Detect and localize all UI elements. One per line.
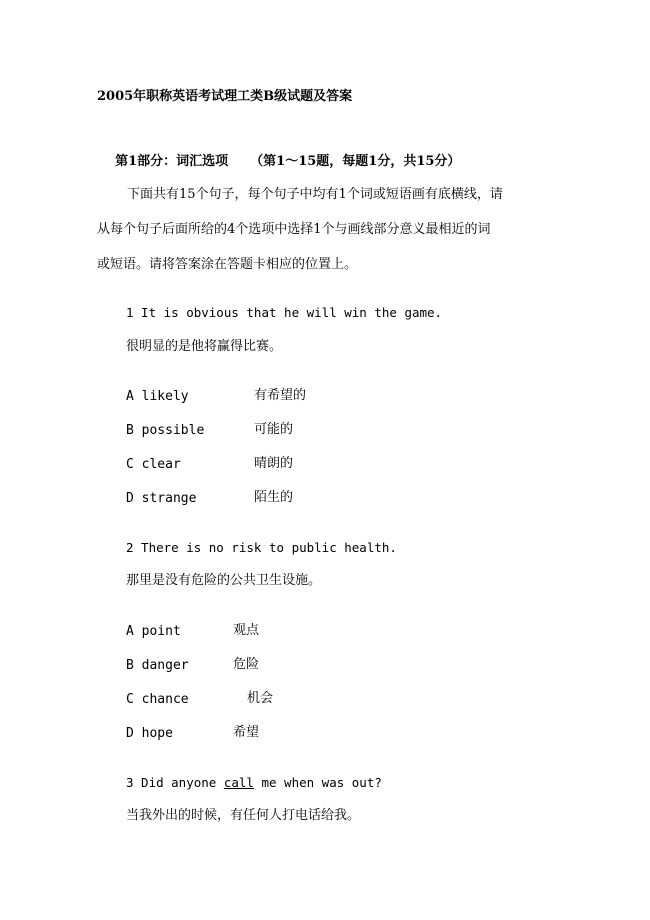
question-1-translation: 很明显的是他将赢得比赛。 <box>126 339 283 354</box>
q2-option-a-label: A point <box>126 624 181 639</box>
document-title: 2005年职称英语考试理工类B级试题及答案 <box>97 89 353 104</box>
question-2-sentence: 2 There is no risk to public health. <box>126 540 397 555</box>
instruction-line-1: 下面共有15个句子，每个句子中均有1个词或短语画有底横线，请 <box>127 187 503 202</box>
question-3-translation: 当我外出的时候，有任何人打电话给我。 <box>126 808 361 823</box>
q1-option-d-meaning: 陌生的 <box>254 490 294 505</box>
q1-option-c-meaning: 晴朗的 <box>254 456 294 471</box>
q2-option-b-meaning: 危险 <box>233 657 260 672</box>
q3-sentence-suffix: me when was out? <box>253 775 382 790</box>
q2-option-a-meaning: 观点 <box>233 623 260 638</box>
q2-option-c-meaning: 机会 <box>247 691 274 706</box>
q2-option-c-label: C chance <box>126 692 189 707</box>
q1-option-a-meaning: 有希望的 <box>254 388 307 403</box>
question-2-translation: 那里是没有危险的公共卫生设施。 <box>126 573 322 588</box>
q2-option-b-label: B danger <box>126 658 189 673</box>
q1-option-b-meaning: 可能的 <box>254 422 294 437</box>
q3-sentence-prefix: 3 Did anyone <box>126 775 224 790</box>
q2-option-d-label: D hope <box>126 726 173 741</box>
q1-option-d-label: D strange <box>126 491 197 506</box>
section-scope: （第1～15题，每题1分，共15分） <box>250 154 461 169</box>
q2-option-d-meaning: 希望 <box>233 725 260 740</box>
q1-option-b-label: B possible <box>126 423 205 438</box>
instruction-line-3: 或短语。请将答案涂在答题卡相应的位置上。 <box>97 257 358 272</box>
instruction-line-2: 从每个句子后面所给的4个选项中选择1个与画线部分意义最相近的词 <box>97 222 491 237</box>
q1-option-c-label: C clear <box>126 457 181 472</box>
section-heading-text: 第1部分：词汇选项 <box>115 154 229 169</box>
q3-underlined-word: call <box>223 775 254 790</box>
question-1-sentence: 1 It is obvious that he will win the game. <box>126 305 443 320</box>
q1-option-a-label: A likely <box>126 389 189 404</box>
question-3-sentence <box>126 775 382 791</box>
section-heading <box>97 138 460 186</box>
